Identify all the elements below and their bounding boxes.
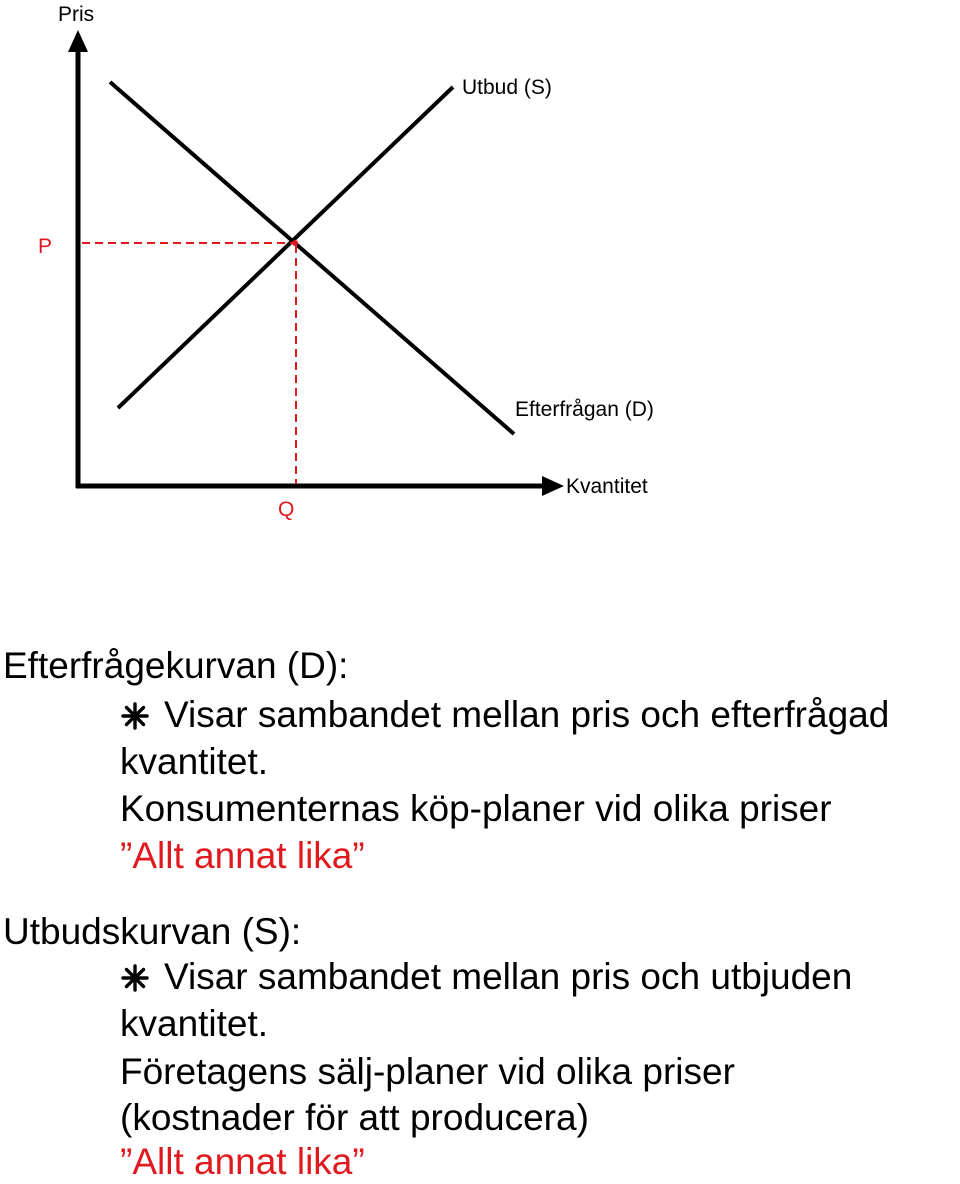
price-marker: P xyxy=(38,235,53,258)
y-axis-arrow xyxy=(68,30,88,52)
x-axis-arrow xyxy=(542,476,564,496)
demand-point-continued: kvantitet. xyxy=(120,741,269,782)
equilibrium-point xyxy=(292,240,298,246)
supply-curve-label: Utbud (S) xyxy=(462,76,552,99)
supply-detail: Företagens sälj-planer vid olika priser xyxy=(120,1051,735,1092)
demand-ceteris-paribus: ”Allt annat lika” xyxy=(120,835,365,876)
supply-ceteris-paribus: ”Allt annat lika” xyxy=(120,1141,365,1182)
supply-heading: Utbudskurvan (S): xyxy=(3,911,302,952)
demand-curve-label: Efterfrågan (D) xyxy=(515,398,654,421)
supply-point-text: Visar sambandet mellan pris och utbjuden xyxy=(164,956,853,997)
demand-heading: Efterfrågekurvan (D): xyxy=(3,645,349,686)
supply-detail-continued: (kostnader för att producera) xyxy=(120,1097,589,1138)
asterisk-icon xyxy=(120,955,164,999)
demand-point xyxy=(120,693,889,737)
quantity-marker: Q xyxy=(278,498,295,521)
supply-point-continued: kvantitet. xyxy=(120,1003,269,1044)
supply-point xyxy=(120,955,852,999)
y-axis-label: Pris xyxy=(58,3,95,26)
demand-curve xyxy=(110,82,514,434)
supply-demand-diagram xyxy=(0,0,960,560)
demand-point-text: Visar sambandet mellan pris och efterfrågad xyxy=(164,694,890,735)
x-axis-label: Kvantitet xyxy=(566,475,648,498)
demand-detail: Konsumenternas köp-planer vid olika priser xyxy=(120,788,832,829)
asterisk-icon xyxy=(120,693,164,737)
